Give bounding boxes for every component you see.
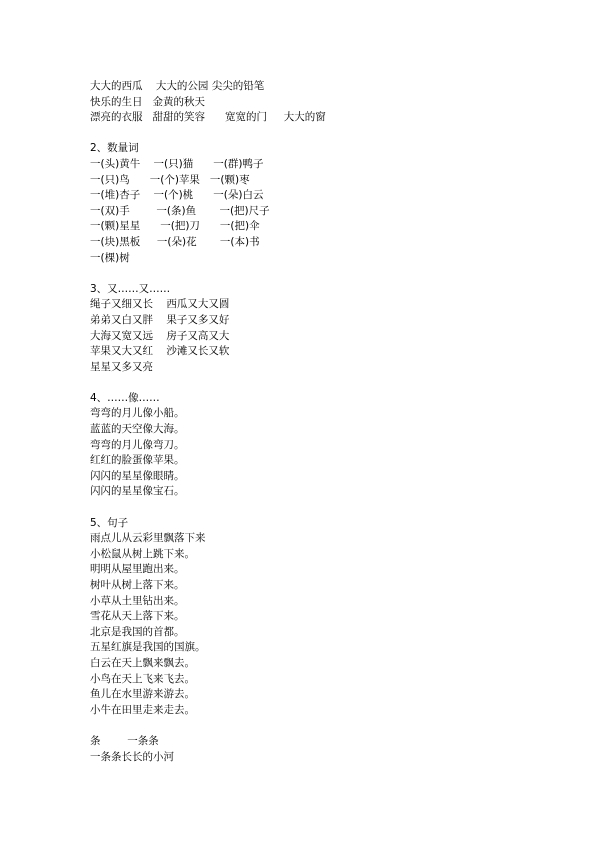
blank-line: [90, 500, 560, 516]
text-line: 弟弟又白又胖 果子又多又好: [90, 313, 230, 326]
text-line: 大大的西瓜 大大的公园 尖尖的铅笔: [90, 80, 265, 92]
text-line: 苹果又大又红 沙滩又长又软: [90, 345, 230, 358]
text-line: 绳子又细又长 西瓜又大又圆: [90, 298, 230, 311]
text-line: 雪花从天上落下来。: [90, 610, 185, 623]
text-line: 条 一条条: [90, 734, 159, 747]
document-body: [90, 79, 560, 765]
text-line: 漂亮的衣服 甜甜的笑容 宽宽的门 大大的窗: [90, 111, 326, 124]
text-line: 小鸟在天上飞来飞去。: [90, 672, 195, 685]
text-line: 明明从屋里跑出来。: [90, 563, 185, 576]
text-line: 5、句子: [90, 516, 129, 529]
blank-line: [90, 266, 560, 282]
text-line: 鱼儿在水里游来游去。: [90, 688, 195, 701]
text-line: 一(块)黑板 一(朵)花 一(本)书: [90, 235, 260, 248]
text-line: 闪闪的星星像眼睛。: [90, 469, 185, 482]
text-line: 一条条长长的小河: [90, 750, 174, 763]
text-line: 4、……像……: [90, 391, 160, 404]
text-line: 大海又宽又远 房子又高又大: [90, 329, 230, 342]
text-line: 闪闪的星星像宝石。: [90, 485, 185, 498]
text-line: 一(堆)杏子 一(个)桃 一(朵)白云: [90, 189, 264, 202]
blank-line: [90, 718, 560, 734]
text-line: 五星红旗是我国的国旗。: [90, 641, 206, 654]
text-line: 弯弯的月儿像弯刀。: [90, 438, 185, 451]
blank-line: [90, 375, 560, 391]
text-line: 一(头)黄牛 一(只)猫 一(群)鸭子: [90, 157, 264, 170]
text-line: 树叶从树上落下来。: [90, 579, 185, 591]
text-line: 北京是我国的首都。: [90, 625, 185, 638]
text-line: 快乐的生日 金黄的秋天: [90, 95, 206, 108]
text-line: 3、又……又……: [90, 282, 171, 295]
text-line: 红红的脸蛋像苹果。: [90, 454, 185, 467]
text-line: 星星又多又亮: [90, 360, 153, 373]
text-line: 2、数量词: [90, 142, 139, 155]
text-line: 小牛在田里走来走去。: [90, 703, 195, 716]
text-line: 弯弯的月儿像小船。: [90, 407, 185, 420]
text-line: 雨点儿从云彩里飘落下来: [90, 532, 206, 545]
text-line: 白云在天上飘来飘去。: [90, 656, 195, 669]
text-line: 蓝蓝的天空像大海。: [90, 423, 185, 436]
text-line: 小草从土里钻出来。: [90, 594, 185, 607]
text-line: 一(棵)树: [90, 251, 130, 264]
text-line: 一(只)鸟 一(个)苹果 一(颗)枣: [90, 173, 250, 186]
text-line: 一(双)手 一(条)鱼 一(把)尺子: [90, 204, 270, 217]
text-line: 小松鼠从树上跳下来。: [90, 547, 195, 560]
blank-line: [90, 126, 560, 142]
text-line: 一(颗)星星 一(把)刀 一(把)伞: [90, 220, 260, 233]
